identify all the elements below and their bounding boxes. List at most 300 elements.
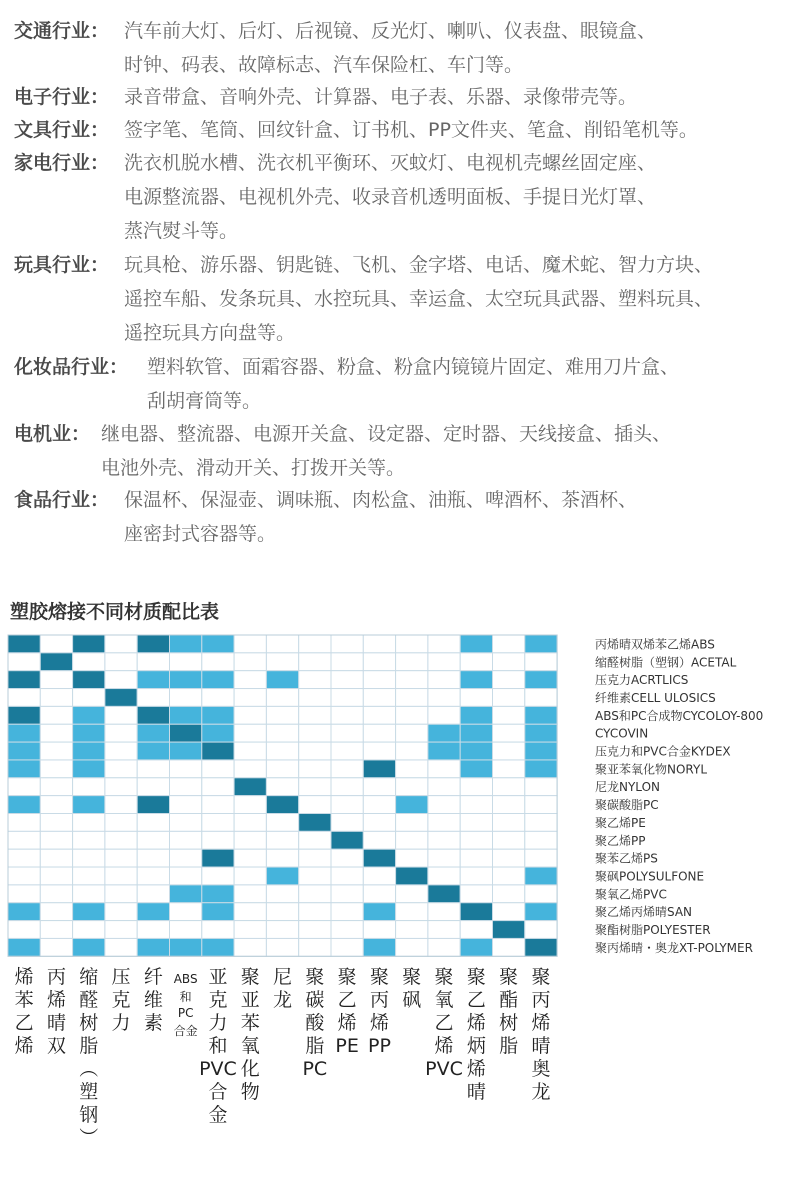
matrix-cell [331,938,363,956]
matrix-cell [8,796,40,814]
column-label: 晴 [466,1081,486,1103]
row-label: 缩醛树脂（塑钢）ACETAL [595,655,737,670]
matrix-cell [331,689,363,707]
matrix-cell [525,867,557,885]
matrix-cell [73,689,105,707]
matrix-cell [40,867,72,885]
row-label: 丙烯晴双烯苯乙烯ABS [595,637,715,652]
matrix-cell [234,689,266,707]
matrix-cell [266,867,298,885]
matrix-cell [170,831,202,849]
column-label: 碳 [305,989,325,1011]
industry-label: 电机业： [14,423,91,445]
matrix-cell [40,778,72,796]
matrix-cell [234,796,266,814]
matrix-cell [460,867,492,885]
application-line: 座密封式容器等。 [124,523,277,545]
matrix-cell [73,742,105,760]
matrix-cell [493,849,525,867]
matrix-cell [460,724,492,742]
industry-label: 交通行业： [14,20,110,42]
matrix-cell [105,867,137,885]
matrix-cell [40,885,72,903]
matrix-cell [73,706,105,724]
matrix-cell [8,938,40,956]
column-label: 缩 [79,966,99,988]
matrix-cell [234,635,266,653]
matrix-cell [493,706,525,724]
matrix-cell [299,814,331,832]
matrix-cell [493,885,525,903]
matrix-cell [363,706,395,724]
matrix-cell [525,742,557,760]
matrix-cell [363,778,395,796]
matrix-cell [202,742,234,760]
matrix-cell [73,849,105,867]
matrix-cell [331,671,363,689]
matrix-cell [137,635,169,653]
matrix-cell [363,921,395,939]
column-label: 龙 [531,1081,551,1103]
matrix-cell [266,921,298,939]
matrix-cell [493,724,525,742]
matrix-cell [525,653,557,671]
matrix-cell [266,849,298,867]
row-label: 聚酯树脂POLYESTER [595,923,711,938]
column-label: 苯 [240,1012,260,1034]
matrix-cell [493,903,525,921]
matrix-cell [299,742,331,760]
matrix-cell [105,635,137,653]
matrix-cell [137,778,169,796]
matrix-cell [170,724,202,742]
matrix-cell [266,796,298,814]
matrix-cell [428,742,460,760]
matrix-cell [396,796,428,814]
column-label: 合金 [173,1024,198,1038]
matrix-cell [525,706,557,724]
matrix-cell [331,921,363,939]
application-line: 继电器、整流器、电源开关盒、设定器、定时器、天线接盒、插头、 [101,423,672,445]
matrix-cell [202,653,234,671]
matrix-cell [40,831,72,849]
column-label: 脂 [499,1035,519,1057]
matrix-cell [202,921,234,939]
matrix-cell [493,689,525,707]
matrix-cell [460,653,492,671]
matrix-cell [170,653,202,671]
matrix-cell [460,760,492,778]
matrix-cell [8,689,40,707]
matrix-cell [428,921,460,939]
column-label: 力 [111,1012,131,1034]
matrix-cell [525,778,557,796]
column-label: 烯 [46,989,66,1011]
matrix-cell [363,653,395,671]
column-label: 氧 [240,1035,260,1057]
column-label: 烯 [434,1035,454,1057]
matrix-cell [170,706,202,724]
matrix-cell [105,689,137,707]
matrix-cell [202,796,234,814]
matrix-cell [8,778,40,796]
matrix-cell [40,921,72,939]
application-line: 时钟、码表、故障标志、汽车保险杠、车门等。 [124,54,524,76]
column-label: PE [335,1035,359,1057]
matrix-cell [428,760,460,778]
matrix-cell [202,885,234,903]
matrix-cell [266,653,298,671]
matrix-cell [137,867,169,885]
matrix-cell [40,724,72,742]
matrix-cell [331,796,363,814]
column-label: 维 [143,989,163,1011]
matrix-cell [363,938,395,956]
column-label: ︶ [79,1127,99,1149]
matrix-cell [460,849,492,867]
matrix-cell [8,742,40,760]
matrix-cell [363,742,395,760]
matrix-cell [202,760,234,778]
matrix-cell [266,671,298,689]
matrix-cell [363,724,395,742]
matrix-cell [234,867,266,885]
column-label: 双 [46,1035,66,1057]
matrix-cell [266,724,298,742]
matrix-cell [170,635,202,653]
row-label: 纤维素CELL ULOSICS [595,690,716,705]
matrix-cell [8,867,40,885]
matrix-cell [137,814,169,832]
matrix-cell [234,849,266,867]
matrix-cell [299,921,331,939]
column-label: 烯 [369,1012,389,1034]
matrix-cell [428,635,460,653]
column-label: 聚 [434,966,454,988]
column-label: 砜 [402,989,422,1011]
row-label: ABS和PC合成物CYCOLOY-800 [595,708,764,723]
column-label: 乙 [434,1012,454,1034]
column-label: 酸 [305,1012,325,1034]
matrix-cell [266,885,298,903]
matrix-cell [525,814,557,832]
matrix-cell [73,778,105,796]
matrix-cell [40,814,72,832]
matrix-cell [396,814,428,832]
matrix-cell [428,653,460,671]
matrix-cell [331,814,363,832]
matrix-cell [331,724,363,742]
matrix-cell [428,724,460,742]
matrix-cell [460,778,492,796]
matrix-cell [266,689,298,707]
column-label: 乙 [466,989,486,1011]
matrix-cell [428,903,460,921]
column-label: 聚 [305,966,325,988]
matrix-cell [460,921,492,939]
matrix-cell [137,689,169,707]
matrix-cell [396,885,428,903]
matrix-cell [73,867,105,885]
row-label: CYCOVIN [595,726,649,741]
column-label: 化 [240,1058,260,1080]
matrix-cell [460,814,492,832]
matrix-cell [73,831,105,849]
matrix-cell [493,831,525,849]
column-label: 尼 [273,966,293,988]
matrix-cell [40,903,72,921]
matrix-cell [137,885,169,903]
matrix-cell [137,831,169,849]
matrix-cell [525,796,557,814]
matrix-cell [363,814,395,832]
column-label: 脂 [79,1035,99,1057]
matrix-cell [331,742,363,760]
column-label: 亚 [240,989,260,1011]
matrix-cell [170,867,202,885]
application-line: 塑料软管、面霜容器、粉盒、粉盒内镜镜片固定、难用刀片盒、 [147,356,680,378]
matrix-cell [299,849,331,867]
column-label: 酯 [499,989,519,1011]
matrix-cell [8,653,40,671]
matrix-cell [40,635,72,653]
chart-title: 塑胶熔接不同材质配比表 [10,601,220,623]
row-label: 聚亚苯氧化物NORYL [595,762,708,777]
matrix-cell [460,885,492,903]
matrix-cell [460,796,492,814]
matrix-cell [525,921,557,939]
matrix-cell [428,849,460,867]
matrix-cell [299,635,331,653]
matrix-cell [40,689,72,707]
matrix-cell [202,814,234,832]
matrix-cell [460,706,492,724]
column-label: 物 [240,1081,260,1103]
matrix-cell [493,867,525,885]
row-label: 聚氧乙烯PVC [595,887,667,902]
matrix-cell [525,903,557,921]
matrix-cell [266,903,298,921]
column-label: 烯 [466,1058,486,1080]
matrix-cell [331,760,363,778]
column-label: 金 [208,1104,228,1126]
column-label: 龙 [273,989,293,1011]
matrix-cell [525,671,557,689]
application-line: 遥控玩具方向盘等。 [124,322,296,344]
matrix-cell [493,653,525,671]
matrix-cell [363,689,395,707]
application-line: 签字笔、笔筒、回纹针盒、订书机、PP文件夹、笔盒、削铅笔机等。 [124,119,698,141]
column-label: 烯 [337,1012,357,1034]
matrix-cell [73,796,105,814]
matrix-cell [396,635,428,653]
matrix-cell [331,867,363,885]
matrix-cell [299,938,331,956]
column-label: 聚 [240,966,260,988]
matrix-cell [105,671,137,689]
matrix-cell [331,849,363,867]
matrix-cell [40,653,72,671]
matrix-cell [396,760,428,778]
matrix-cell [525,724,557,742]
column-label: 聚 [337,966,357,988]
column-label: 丙 [369,989,389,1011]
matrix-cell [73,653,105,671]
matrix-cell [170,742,202,760]
column-label: 聚 [531,966,551,988]
matrix-cell [137,724,169,742]
row-label: 聚丙烯晴・奥龙XT-POLYMER [595,940,753,955]
row-label: 聚乙烯PP [595,833,646,848]
matrix-cell [137,760,169,778]
matrix-cell [331,635,363,653]
matrix-cell [137,706,169,724]
matrix-cell [170,921,202,939]
matrix-cell [299,778,331,796]
matrix-cell [363,796,395,814]
matrix-cell [428,689,460,707]
matrix-cell [105,831,137,849]
matrix-cell [396,849,428,867]
matrix-cell [105,742,137,760]
matrix-cell [460,689,492,707]
matrix-cell [266,706,298,724]
matrix-cell [105,706,137,724]
column-label: PP [367,1035,391,1057]
matrix-cell [396,831,428,849]
matrix-cell [363,760,395,778]
matrix-cell [299,724,331,742]
matrix-cell [299,867,331,885]
matrix-cell [299,706,331,724]
matrix-cell [234,778,266,796]
row-label: 压克力ACRTLICS [595,673,689,688]
matrix-cell [202,903,234,921]
matrix-cell [266,635,298,653]
matrix-cell [363,867,395,885]
matrix-cell [137,903,169,921]
matrix-cell [105,903,137,921]
matrix-cell [493,671,525,689]
matrix-cell [299,671,331,689]
column-label: 树 [499,1012,519,1034]
matrix-cell [460,671,492,689]
matrix-cell [396,689,428,707]
matrix-cell [266,778,298,796]
matrix-cell [73,671,105,689]
matrix-cell [331,903,363,921]
matrix-cell [202,635,234,653]
matrix-cell [202,724,234,742]
column-label: PVC [199,1058,237,1080]
matrix-cell [40,849,72,867]
application-line: 录音带盒、音响外壳、计算器、电子表、乐器、录像带壳等。 [124,86,638,108]
matrix-cell [234,724,266,742]
matrix-cell [493,760,525,778]
matrix-cell [493,921,525,939]
matrix-cell [8,724,40,742]
application-line: 刮胡膏筒等。 [147,390,262,412]
matrix-cell [73,921,105,939]
matrix-cell [234,831,266,849]
matrix-cell [396,653,428,671]
matrix-cell [202,689,234,707]
matrix-cell [137,671,169,689]
matrix-cell [363,849,395,867]
matrix-cell [8,706,40,724]
matrix-cell [331,653,363,671]
matrix-cell [493,742,525,760]
matrix-cell [73,814,105,832]
matrix-cell [299,653,331,671]
column-label: 聚 [369,966,389,988]
column-label: 钢 [79,1104,99,1126]
column-label: 醛 [79,989,99,1011]
column-label: 苯 [14,989,34,1011]
column-label: 丙 [531,989,551,1011]
matrix-cell [493,796,525,814]
column-label: 乙 [337,989,357,1011]
matrix-cell [396,938,428,956]
column-label: 纤 [143,966,163,988]
matrix-cell [525,635,557,653]
row-label: 尼龙NYLON [595,780,660,795]
matrix-cell [363,903,395,921]
column-label: PC [177,1006,194,1020]
matrix-cell [234,742,266,760]
matrix-cell [170,671,202,689]
column-label: 塑 [79,1081,99,1103]
matrix-cell [170,938,202,956]
matrix-cell [363,635,395,653]
matrix-cell [428,814,460,832]
matrix-cell [40,742,72,760]
matrix-cell [8,903,40,921]
matrix-cell [105,849,137,867]
matrix-cell [396,921,428,939]
matrix-cell [428,867,460,885]
matrix-cell [525,689,557,707]
matrix-cell [525,885,557,903]
column-label: 烯 [466,1012,486,1034]
matrix-cell [396,671,428,689]
matrix-cell [8,814,40,832]
matrix-cell [170,689,202,707]
matrix-cell [493,635,525,653]
matrix-cell [396,903,428,921]
column-label: 克 [208,989,228,1011]
matrix-cell [266,814,298,832]
application-line: 蒸汽熨斗等。 [124,220,239,242]
matrix-cell [40,671,72,689]
matrix-cell [105,724,137,742]
column-label: 脂 [305,1035,325,1057]
matrix-cell [8,671,40,689]
matrix-cell [73,635,105,653]
matrix-cell [460,903,492,921]
matrix-cell [234,653,266,671]
row-label: 聚乙烯丙烯晴SAN [595,905,693,920]
matrix-cell [137,938,169,956]
column-label: 和 [179,990,192,1004]
column-label: 晴 [531,1035,551,1057]
matrix-cell [8,760,40,778]
column-label: 丙 [46,966,66,988]
matrix-cell [363,671,395,689]
matrix-cell [137,796,169,814]
column-label: 晴 [46,1012,66,1034]
column-label: 亚 [208,966,228,988]
